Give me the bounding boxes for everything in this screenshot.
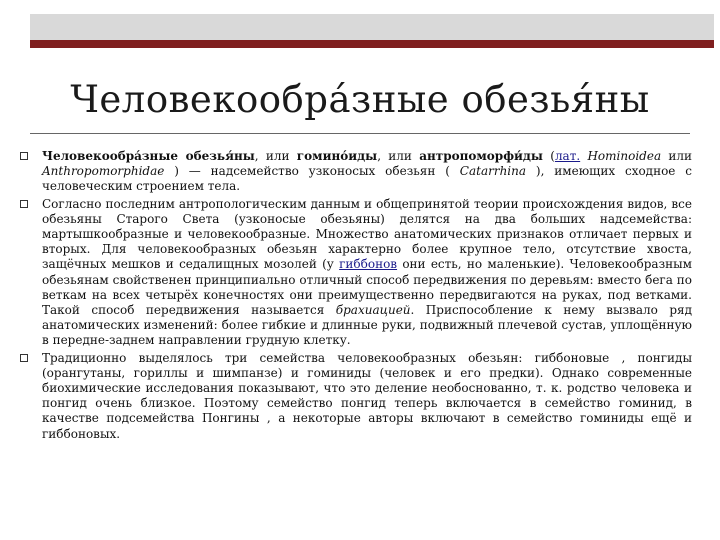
text-run: , или (254, 149, 297, 163)
text-run: они есть, но маленькие). Человекообразным обезьянам свойственен принципиально отличный способ передвижения по деревьям: вместо бега по веткам на всех четырёх конечностях они преимущественно передвигаются на руках, под ветками. Такой способ передвижения называется (42, 257, 692, 318)
list-item-anatomy (20, 197, 692, 349)
header-red-band (30, 40, 714, 48)
title-divider (30, 133, 690, 134)
term-bold: Человекообра́зные обезья́ны (42, 149, 255, 163)
list-item-classification (20, 351, 692, 442)
hollow-square-bullet-icon (20, 354, 28, 362)
latin-term: Catarrhina (459, 164, 527, 179)
text-run: ), имеющих сходное с человеческим строением тела. (42, 164, 692, 194)
latin-link[interactable]: лат. (554, 149, 581, 163)
slide-title: Человекообра́зные обезья́ны (70, 78, 650, 121)
text-run: Согласно последним антропологическим данным и общепринятой теории происхождения видов, все обезьяны Старого Света (узконосые обезьяны) делятся на два больших надсемейства: мартышкообразные и человекообразные. Множество анатомических признаков отличает первых и вторых. Для человекообразных обезьян характерно более крупное тело, отсутствие хвоста, защёчных мешков и седалищных мозолей (у (42, 196, 692, 272)
header-gray-band (30, 14, 714, 40)
list-item-definition (20, 149, 692, 195)
brachiation-term: брахиацией (335, 303, 411, 318)
text-run: Традиционно выделялось три семейства человекообразных обезьян: гиббоновые , понгиды (орангутаны, гориллы и шимпанзе) и гоминиды (человек и его предки). Однако современные биохимические исследования показывают, что это деление необоснованно, т. к. родство человека и понгид очень близкое. Поэтому семейство понгид теперь включается в семейство гоминид, в качестве подсемейства Понгины , а некоторые авторы включают в семейство гоминиды ещё и гиббоновых. (42, 350, 692, 441)
term-bold: гомино́иды (296, 149, 378, 163)
text-run: ) — надсемейство узконосых обезьян ( (164, 164, 460, 179)
latin-term: Hominoidea (587, 149, 662, 163)
hollow-square-bullet-icon (20, 152, 28, 160)
text-run: ( (542, 149, 555, 163)
text-run: , или (377, 149, 420, 163)
latin-term: Anthropomorphidae (42, 164, 165, 179)
text-run: . Приспособление к нему вызвало ряд анатомических изменений: более гибкие и длинные руки, подвижный плечевой сустав, уплощённую в передне-заднем направлении грудную клетку. (42, 303, 692, 348)
text-run: или (661, 149, 693, 163)
header-bar (0, 14, 720, 48)
slide-body (20, 149, 692, 444)
term-bold: антропоморфи́ды (419, 149, 543, 163)
hollow-square-bullet-icon (20, 200, 28, 208)
gibbons-link[interactable]: гиббонов (339, 257, 398, 272)
